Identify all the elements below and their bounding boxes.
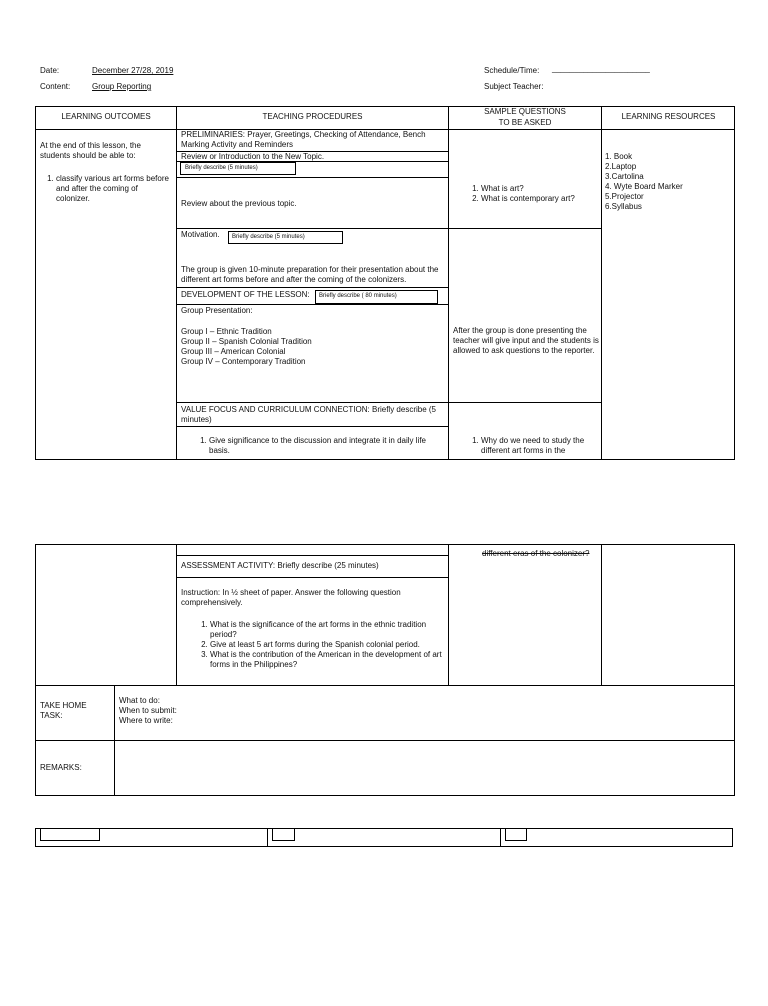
- signature-field-1[interactable]: [40, 828, 100, 841]
- resource-item: 5.Projector: [605, 192, 644, 201]
- groups-list: [181, 327, 443, 367]
- col-sample-questions: SAMPLE QUESTIONS: [484, 107, 566, 116]
- signature-field-2[interactable]: [272, 828, 295, 841]
- assessment-item: 2. Give at least 5 art forms during the Spanish colonial period.: [210, 640, 444, 650]
- question-item: 1. What is art?: [481, 184, 599, 194]
- question-item: 1. Why do we need to study the different art forms in the: [481, 436, 599, 456]
- remarks-label: REMARKS:: [40, 763, 82, 772]
- question-value-continued: different eras of the colonizer?: [482, 549, 590, 558]
- date-label: Date:: [40, 66, 60, 75]
- resource-item: 3.Cartolina: [605, 172, 644, 181]
- group-item: Group I – Ethnic Tradition: [181, 327, 272, 336]
- outcomes-list: [42, 174, 172, 204]
- content-label: Content:: [40, 82, 71, 91]
- resource-item: 2.Laptop: [605, 162, 637, 171]
- assessment-item: 3. What is the contribution of the American in the development of art forms in the Philippines?: [210, 650, 444, 670]
- after-group-text: After the group is done presenting the teacher will give input and the students is allowed to ask questions to the reporter.: [453, 326, 599, 355]
- take-home-label: TAKE HOME TASK:: [40, 701, 87, 720]
- resource-item: 4. Wyte Board Marker: [605, 182, 683, 191]
- assessment-list: [196, 620, 444, 670]
- subject-teacher-label: Subject Teacher:: [484, 82, 544, 91]
- col-learning-outcomes: LEARNING OUTCOMES: [61, 112, 151, 121]
- group-presentation-title: Group Presentation:: [181, 306, 253, 315]
- motivation-text: The group is given 10-minute preparation for their presentation about the different art forms before and after the coming of the colonizers.: [181, 265, 439, 284]
- group-item: Group III – American Colonial: [181, 347, 286, 356]
- value-focus-list: [195, 436, 443, 456]
- development-time-box: Briefly describe ( 80 minutes): [315, 290, 438, 304]
- assessment-title: ASSESSMENT ACTIVITY: Briefly describe (25 minutes): [181, 561, 379, 570]
- schedule-blank: ______________________: [552, 64, 650, 73]
- outcome-item: 1. classify various art forms before and after the coming of colonizer.: [56, 174, 172, 204]
- resources-list: [605, 152, 733, 212]
- content-value: Group Reporting: [92, 82, 152, 91]
- take-home-where: Where to write:: [119, 716, 173, 725]
- col-teaching-procedures: TEACHING PROCEDURES: [262, 112, 363, 121]
- development-title: DEVELOPMENT OF THE LESSON:: [181, 290, 310, 299]
- motivation-title: Motivation.: [181, 230, 220, 239]
- col-sample-questions-sub: TO BE ASKED: [498, 118, 552, 127]
- col-learning-resources: LEARNING RESOURCES: [621, 112, 716, 121]
- assessment-item: 1. What is the significance of the art forms in the ethnic tradition period?: [210, 620, 444, 640]
- review-title: Review or Introduction to the New Topic.: [181, 152, 325, 161]
- questions-list-2: [467, 436, 599, 456]
- review-time-box: Briefly describe (5 minutes): [180, 162, 296, 175]
- motivation-time-box: Briefly describe (5 minutes): [228, 231, 343, 244]
- date-value: December 27/28, 2019: [92, 66, 174, 75]
- outcomes-intro: At the end of this lesson, the students should be able to:: [40, 141, 141, 160]
- question-item: 2. What is contemporary art?: [481, 194, 599, 204]
- resource-item: 1. Book: [605, 152, 633, 161]
- value-focus-item: 1. Give significance to the discussion and integrate it in daily life basis.: [209, 436, 443, 456]
- group-item: Group II – Spanish Colonial Tradition: [181, 337, 312, 346]
- review-text: Review about the previous topic.: [181, 199, 297, 208]
- signature-strip: [35, 828, 733, 847]
- lesson-table-continued: [35, 544, 735, 796]
- value-focus-title: VALUE FOCUS AND CURRICULUM CONNECTION: Briefly describe (5 minutes): [181, 405, 437, 424]
- preliminaries-text: PRELIMINARIES: Prayer, Greetings, Checking of Attendance, Bench Marking Activity and Reminders: [181, 130, 426, 149]
- take-home-what: What to do:: [119, 696, 160, 705]
- resource-item: 6.Syllabus: [605, 202, 642, 211]
- instruction-text: Instruction: In ½ sheet of paper. Answer the following question comprehensively.: [181, 588, 401, 607]
- questions-list-1: [467, 184, 599, 204]
- take-home-lines: [119, 696, 177, 726]
- signature-field-3[interactable]: [505, 828, 527, 841]
- take-home-when: When to submit:: [119, 706, 177, 715]
- group-item: Group IV – Contemporary Tradition: [181, 357, 306, 366]
- schedule-label: Schedule/Time:: [484, 66, 540, 75]
